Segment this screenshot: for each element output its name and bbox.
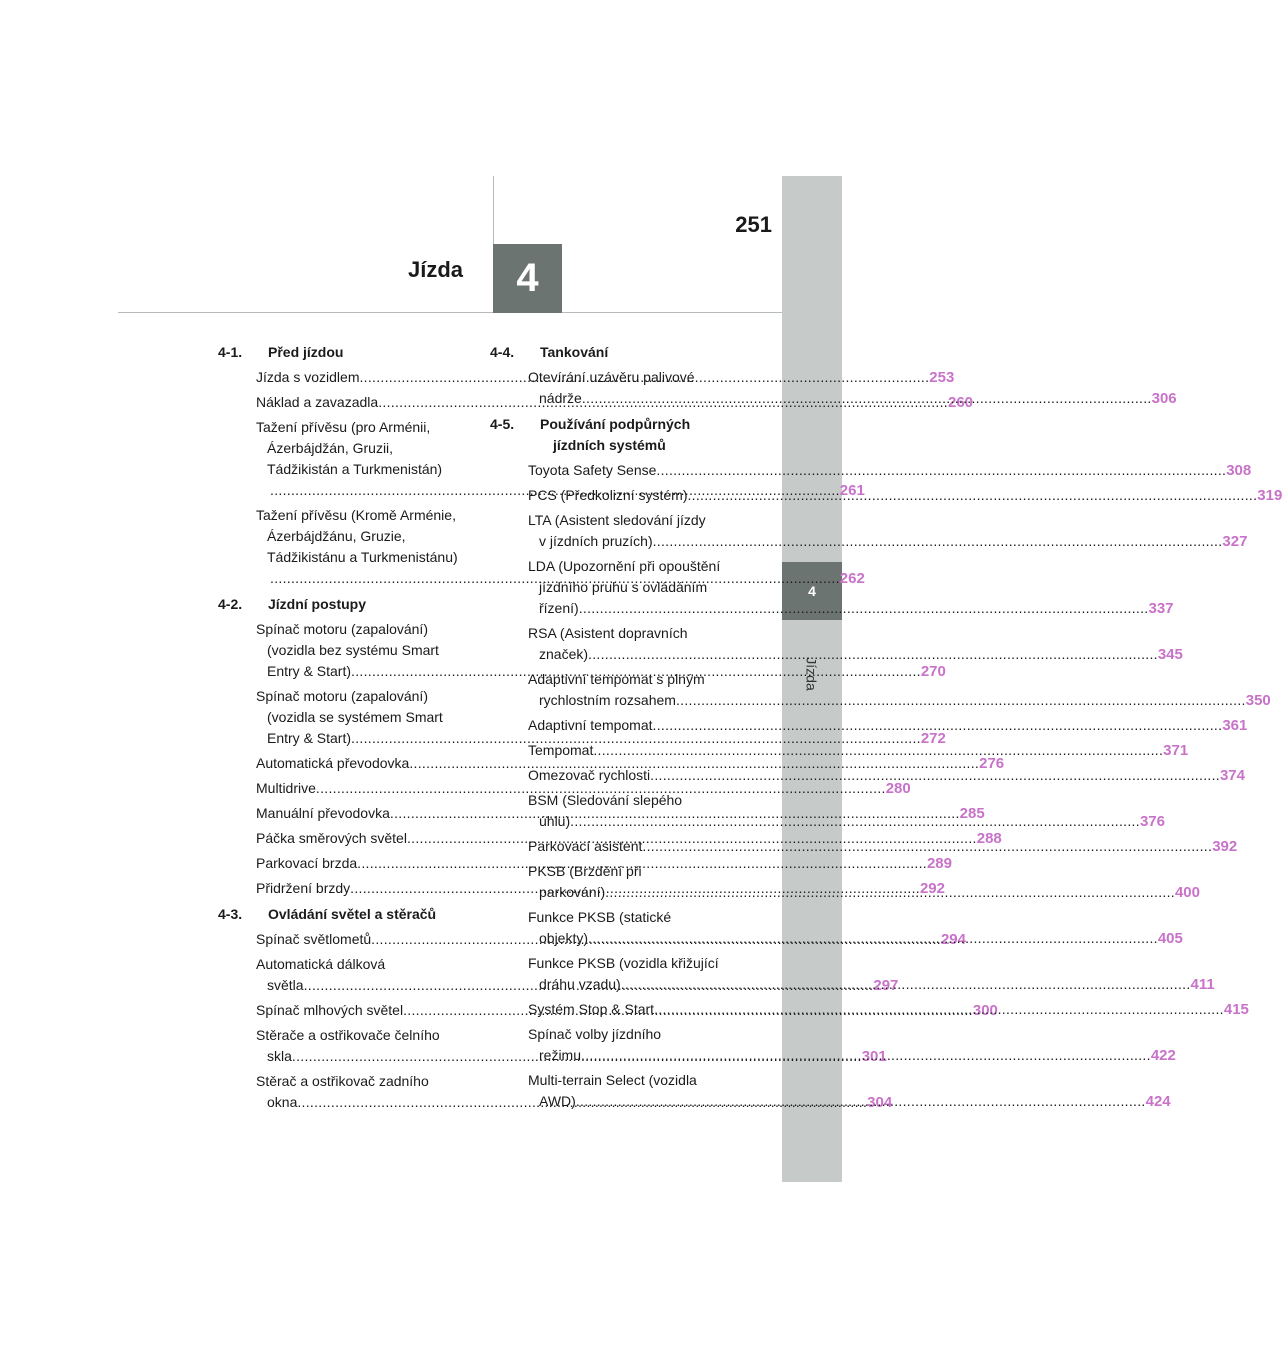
toc-page-link[interactable]: 424	[1145, 1093, 1171, 1110]
toc-page-link[interactable]: 280	[885, 780, 911, 797]
toc-page-link[interactable]: 371	[1163, 742, 1189, 759]
dot-leader	[687, 487, 1257, 503]
dot-leader	[653, 717, 1223, 733]
toc-entry-text: Entry & Start)	[267, 730, 352, 746]
toc-page-link[interactable]: 415	[1223, 1001, 1249, 1018]
header-divider-vertical	[493, 176, 494, 244]
toc-entry-text: Přidržení brzdy	[256, 880, 351, 896]
dot-leader	[588, 930, 1158, 946]
toc-page-link[interactable]: 411	[1190, 976, 1215, 993]
dot-leader	[588, 646, 1158, 662]
toc-entry[interactable]	[528, 510, 1248, 552]
toc-entry-text: Toyota Safety Sense	[528, 462, 657, 478]
toc-entry-line: Tádžikistán a Turkmenistán)	[267, 461, 443, 477]
toc-section-heading	[218, 594, 466, 615]
toc-entry-text: úhlu)	[539, 813, 571, 829]
toc-entry-line: Spínač volby jízdního	[528, 1026, 662, 1042]
toc-entry-text: AWD)	[539, 1093, 576, 1109]
toc-entry-text: Adaptivní tempomat	[528, 717, 653, 733]
toc-page-link[interactable]: 301	[861, 1048, 887, 1065]
toc-page-link[interactable]: 376	[1139, 813, 1165, 830]
dot-leader	[593, 742, 1163, 758]
toc-page-link[interactable]: 345	[1157, 646, 1183, 663]
section-title	[528, 414, 739, 456]
toc-entry-text: v jízdních pruzích)	[539, 533, 653, 549]
toc-page-link[interactable]: 300	[972, 1002, 998, 1019]
toc-entry-text: Spínač mlhových světel	[256, 1002, 404, 1018]
toc-page-link[interactable]: 400	[1174, 884, 1200, 901]
dot-leader	[621, 976, 1191, 992]
toc-entry-line: Adaptivní tempomat s plným	[528, 671, 705, 687]
toc-page-link[interactable]: 289	[926, 855, 952, 872]
toc-entry-text: skla	[267, 1048, 292, 1064]
toc-entry-line: Tažení přívěsu (pro Arménii,	[256, 419, 431, 435]
section-title-line: Před jízdou	[268, 344, 344, 360]
toc-page-link[interactable]: 294	[940, 931, 966, 948]
section-title	[528, 342, 739, 363]
toc-page-link[interactable]: 327	[1222, 533, 1248, 550]
side-chapter-tab[interactable]	[782, 176, 842, 1182]
section-number: 4-5.	[490, 416, 515, 432]
toc-page-link[interactable]: 262	[839, 570, 865, 587]
toc-entry-line: Otevírání uzávěru palivové	[528, 369, 695, 385]
section-title	[256, 342, 466, 363]
side-tab-number: 4	[782, 562, 842, 620]
dot-leader	[576, 1093, 1146, 1109]
dot-leader	[676, 692, 1246, 708]
toc-entry-text: Páčka směrových světel	[256, 830, 407, 846]
toc-entry-text: režimu	[539, 1047, 582, 1063]
dot-leader	[579, 600, 1149, 616]
toc-entry[interactable]	[528, 740, 1189, 761]
toc-entry-text: Parkovací asistent	[528, 838, 643, 854]
side-tab-label: Jízda	[804, 657, 820, 691]
toc-page-link[interactable]: 276	[979, 755, 1005, 772]
toc-entry-text: Multidrive	[256, 780, 316, 796]
toc-entry-line: (vozidla bez systému Smart	[267, 642, 439, 658]
section-number: 4-4.	[490, 344, 515, 360]
dot-leader	[570, 813, 1140, 829]
section-title-line: jízdních systémů	[553, 437, 666, 453]
toc-page-link[interactable]: 350	[1245, 692, 1271, 709]
section-number: 4-1.	[218, 344, 243, 360]
section-title-line: Jízdní postupy	[268, 596, 366, 612]
toc-entry-line: Multi-terrain Select (vozidla	[528, 1072, 697, 1088]
toc-section-heading	[490, 342, 739, 363]
toc-entry-leader-line	[528, 715, 1248, 736]
toc-entry-line: LDA (Upozornění při opouštění	[528, 558, 721, 574]
toc-entry-line: Funkce PKSB (statické	[528, 909, 672, 925]
section-title	[256, 594, 466, 615]
toc-entry-text: Tempomat	[528, 742, 594, 758]
dot-leader	[656, 462, 1226, 478]
toc-page-link[interactable]: 392	[1212, 838, 1238, 855]
dot-leader	[642, 838, 1212, 854]
section-title-line: Používání podpůrných	[540, 416, 691, 432]
toc-entry-line: Funkce PKSB (vozidla křižující	[528, 955, 719, 971]
toc-entry-line: RSA (Asistent dopravních	[528, 625, 688, 641]
toc-entry-leader-line	[528, 740, 1189, 761]
toc-page-link[interactable]: 297	[873, 977, 899, 994]
toc-entry-text: nádrže	[539, 390, 582, 406]
toc-entry-text: Náklad a zavazadla	[256, 394, 379, 410]
toc-page-link[interactable]: 260	[947, 394, 974, 411]
toc-entry[interactable]	[256, 753, 1005, 774]
toc-section-heading	[490, 414, 739, 456]
section-title	[256, 904, 466, 925]
toc-entry-text: Entry & Start)	[267, 663, 352, 679]
header-divider-horizontal	[118, 312, 782, 313]
toc-entry-line: jízdního pruhu s ovládáním	[539, 579, 708, 595]
toc-entry-leader-line	[528, 765, 1245, 786]
toc-entry[interactable]	[256, 778, 911, 799]
toc-page-link[interactable]: 361	[1222, 717, 1248, 734]
toc-entry-line: Spínač motoru (zapalování)	[256, 621, 428, 637]
toc-page-link[interactable]: 253	[929, 369, 955, 386]
toc-entry-leader-line	[256, 728, 946, 749]
toc-page-link[interactable]: 405	[1157, 930, 1183, 947]
toc-entry-leader-line	[256, 753, 1005, 774]
toc-entry-text: řízení)	[539, 600, 579, 616]
toc-entry-text: rychlostním rozsahem	[539, 692, 676, 708]
toc-entry-text: dráhu vzadu)	[539, 976, 621, 992]
dot-leader	[581, 1047, 1151, 1063]
toc-entry[interactable]	[528, 623, 1183, 665]
toc-page-link[interactable]: 304	[867, 1094, 893, 1111]
dot-leader	[582, 390, 1152, 406]
toc-entry[interactable]	[528, 765, 1245, 786]
toc-entry-leader-line	[528, 531, 1248, 552]
toc-entry[interactable]	[528, 715, 1248, 736]
section-title-line: Ovládání světel a stěračů	[268, 906, 437, 922]
section-title-line: Tankování	[540, 344, 609, 360]
toc-page-link[interactable]: 374	[1219, 767, 1245, 784]
toc-entry-text: značek)	[539, 646, 589, 662]
chapter-number-block: 4	[493, 244, 562, 313]
toc-entry-line: PKSB (Brzdění při	[528, 863, 642, 879]
toc-entry-text: světla	[267, 977, 304, 993]
toc-entry-line: LTA (Asistent sledování jízdy	[528, 512, 706, 528]
toc-page-link[interactable]: 285	[959, 805, 985, 822]
toc-entry-line: Automatická dálková	[256, 956, 386, 972]
section-number: 4-3.	[218, 906, 243, 922]
chapter-title: Jízda	[408, 257, 464, 282]
toc-entry-line: (vozidla se systémem Smart	[267, 709, 443, 725]
toc-entry-leader-line	[256, 778, 911, 799]
dot-leader	[654, 1001, 1224, 1017]
dot-leader	[605, 884, 1175, 900]
toc-entry-leader-line	[528, 690, 1271, 711]
toc-page-link[interactable]: 261	[839, 482, 865, 499]
toc-section-heading	[218, 904, 466, 925]
toc-entry-text: parkování)	[539, 884, 606, 900]
toc-page-link[interactable]: 306	[1151, 390, 1177, 407]
toc-entry-line: BSM (Sledování slepého	[528, 792, 683, 808]
toc-entry-line: Spínač motoru (zapalování)	[256, 688, 428, 704]
toc-entry-text: okna	[267, 1094, 298, 1110]
toc-entry-text: Parkovací brzda	[256, 855, 358, 871]
toc-section-heading	[218, 342, 466, 363]
toc-entry-leader-line	[528, 644, 1183, 665]
toc-page-link[interactable]: 319	[1257, 487, 1282, 504]
toc-page-link[interactable]: 272	[920, 730, 946, 747]
toc-entry-text: Spínač světlometů	[256, 931, 372, 947]
toc-page-link[interactable]: 422	[1150, 1047, 1176, 1064]
toc-entry-text: PCS (Předkolizní systém)	[528, 487, 688, 503]
toc-page-link[interactable]: 270	[920, 663, 946, 680]
toc-entry-leader-line	[528, 460, 1252, 481]
toc-entry-line: Tažení přívěsu (Kromě Arménie,	[256, 507, 456, 523]
toc-entry-leader-line	[528, 598, 1174, 619]
toc-entry[interactable]	[528, 460, 1252, 481]
toc-entry-text: Manuální převodovka	[256, 805, 390, 821]
toc-entry-line: Ázerbájdžán, Gruzii,	[267, 440, 394, 456]
dot-leader	[650, 767, 1220, 783]
toc-entry-line: Tádžikistánu a Turkmenistánu)	[267, 549, 458, 565]
section-number: 4-2.	[218, 596, 243, 612]
toc-entry-text: Jízda s vozidlem	[256, 369, 360, 385]
toc-entry-text: Systém Stop & Start	[528, 1001, 655, 1017]
toc-entry-text: Automatická převodovka	[256, 755, 410, 771]
toc-entry-text: Omezovač rychlosti	[528, 767, 651, 783]
toc-page-link[interactable]: 308	[1226, 462, 1252, 479]
page-number: 251	[735, 212, 772, 237]
toc-entry-text: objekty)	[539, 930, 589, 946]
toc-page-link[interactable]: 337	[1148, 600, 1174, 617]
dot-leader	[653, 533, 1223, 549]
toc-entry-line: Ázerbájdžánu, Gruzie,	[267, 528, 406, 544]
toc-page-link[interactable]: 292	[919, 880, 945, 897]
toc-entry-line: Stěrač a ostřikovač zadního	[256, 1073, 429, 1089]
toc-entry-line: Stěrače a ostřikovače čelního	[256, 1027, 440, 1043]
toc-page-link[interactable]: 288	[976, 830, 1002, 847]
